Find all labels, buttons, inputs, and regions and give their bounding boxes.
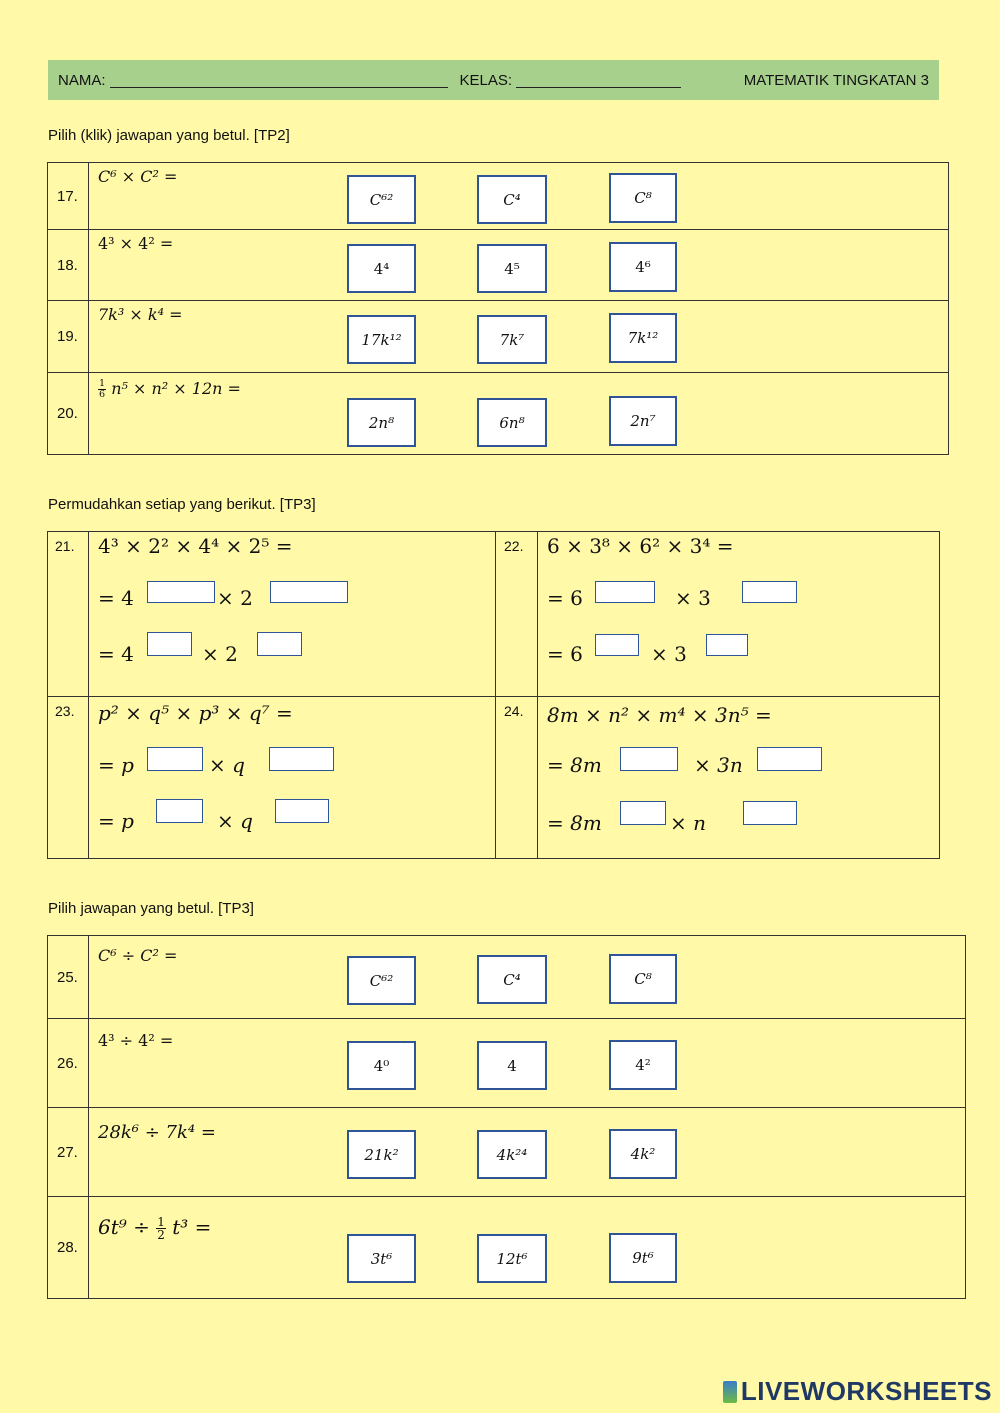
question-cell bbox=[89, 1108, 966, 1197]
question-row bbox=[48, 301, 949, 373]
exponent-input[interactable] bbox=[743, 801, 797, 825]
question-row bbox=[48, 936, 966, 1019]
question-number-cell bbox=[496, 532, 538, 697]
question-cell bbox=[55, 532, 496, 697]
question-row bbox=[48, 532, 940, 697]
nama-line bbox=[110, 73, 448, 88]
answer-option[interactable]: C⁸ bbox=[609, 954, 677, 1004]
question-row bbox=[48, 1019, 966, 1108]
question-expression: 7k³ × k⁴ = bbox=[98, 305, 183, 324]
question-number-cell bbox=[496, 697, 538, 859]
answer-option[interactable]: 4k² bbox=[609, 1129, 677, 1179]
step-base: = p bbox=[98, 809, 134, 833]
question-expression: 28k⁶ ÷ 7k⁴ = bbox=[98, 1122, 216, 1143]
section1-instruction: Pilih (klik) jawapan yang betul. [TP2] bbox=[48, 127, 290, 144]
student-info-bar bbox=[48, 60, 939, 100]
question-cell bbox=[538, 697, 940, 859]
step-base: = 6 bbox=[547, 642, 583, 666]
question-expression: $\frac{1}{6}$ n⁵ × n² × 12n = bbox=[99, 378, 241, 400]
question-row bbox=[48, 697, 940, 859]
answer-option[interactable]: C⁶² bbox=[347, 175, 416, 224]
question-row bbox=[48, 163, 949, 230]
question-row bbox=[48, 1108, 966, 1197]
answer-option[interactable]: 4⁵ bbox=[477, 244, 547, 293]
question-row bbox=[48, 373, 949, 455]
answer-option[interactable]: C⁴ bbox=[477, 955, 547, 1004]
exponent-input[interactable] bbox=[706, 634, 748, 656]
exponent-input[interactable] bbox=[147, 747, 203, 771]
fraction: $\frac{1}{6}$ bbox=[99, 378, 106, 400]
exponent-input[interactable] bbox=[620, 747, 678, 771]
step-base: = 4 bbox=[98, 586, 134, 610]
question-number: 23. bbox=[55, 703, 75, 719]
question-expression: 4³ ÷ 4² = bbox=[98, 1031, 174, 1050]
nama-label: NAMA: bbox=[58, 71, 106, 89]
worksheet-title: MATEMATIK TINGKATAN 3 bbox=[743, 71, 929, 89]
section2-table bbox=[47, 531, 940, 859]
question-number: 21. bbox=[55, 538, 75, 554]
answer-option[interactable]: 4⁰ bbox=[347, 1041, 416, 1090]
answer-option[interactable]: 12t⁶ bbox=[477, 1234, 547, 1283]
step-base: × 2 bbox=[202, 642, 238, 666]
question-expression: p² × q⁵ × p³ × q⁷ = bbox=[98, 701, 293, 725]
question-cell bbox=[89, 373, 949, 455]
kelas-label: KELAS: bbox=[459, 71, 513, 89]
question-expression: 4³ × 4² = bbox=[98, 234, 174, 253]
answer-option[interactable]: 7k⁷ bbox=[477, 315, 547, 364]
question-number: 27. bbox=[48, 1108, 89, 1197]
question-expression: C⁶ ÷ C² = bbox=[98, 946, 178, 965]
question-number-cell bbox=[48, 697, 89, 859]
question-number-cell bbox=[48, 532, 89, 697]
question-number: 20. bbox=[48, 373, 89, 455]
answer-option[interactable]: 17k¹² bbox=[347, 315, 416, 364]
answer-option[interactable]: C⁴ bbox=[477, 175, 547, 224]
question-cell bbox=[55, 697, 496, 859]
question-cell bbox=[89, 936, 966, 1019]
question-number: 19. bbox=[48, 301, 89, 373]
question-row bbox=[48, 1197, 966, 1299]
exponent-input[interactable] bbox=[269, 747, 334, 771]
answer-option[interactable]: 2n⁸ bbox=[347, 398, 416, 447]
answer-option[interactable]: 6n⁸ bbox=[477, 398, 547, 447]
exponent-input[interactable] bbox=[257, 632, 302, 656]
answer-option[interactable]: C⁸ bbox=[609, 173, 677, 223]
step-base: = p bbox=[98, 753, 134, 777]
exponent-input[interactable] bbox=[147, 581, 215, 603]
step-base: × 3n bbox=[694, 753, 743, 777]
question-cell bbox=[538, 532, 940, 697]
step-base: × 3 bbox=[651, 642, 687, 666]
question-expression: 4³ × 2² × 4⁴ × 2⁵ = bbox=[98, 534, 293, 558]
question-cell bbox=[89, 163, 949, 230]
question-cell bbox=[89, 230, 949, 301]
question-row bbox=[48, 230, 949, 301]
question-expression: 8m × n² × m⁴ × 3n⁵ = bbox=[547, 703, 772, 727]
fraction: $\frac{1}{2}$ bbox=[157, 1215, 165, 1242]
step-base: × 3 bbox=[675, 586, 711, 610]
step-base: × 2 bbox=[217, 586, 253, 610]
step-base: = 8m bbox=[547, 811, 602, 835]
section2-instruction: Permudahkan setiap yang berikut. [TP3] bbox=[48, 496, 316, 513]
question-expression: C⁶ × C² = bbox=[98, 167, 178, 186]
section3-table bbox=[47, 935, 966, 1299]
question-number: 17. bbox=[48, 163, 89, 230]
answer-option[interactable]: 2n⁷ bbox=[609, 396, 677, 446]
question-number: 28. bbox=[48, 1197, 89, 1299]
step-base: × n bbox=[670, 811, 706, 835]
step-base: × q bbox=[217, 809, 253, 833]
exponent-input[interactable] bbox=[147, 632, 192, 656]
answer-option[interactable]: 3t⁶ bbox=[347, 1234, 416, 1283]
question-cell bbox=[89, 301, 949, 373]
question-number: 18. bbox=[48, 230, 89, 301]
question-expression: 6t⁹ ÷ $\frac{1}{2}$ t³ = bbox=[98, 1215, 212, 1242]
answer-option[interactable]: 21k² bbox=[347, 1130, 416, 1179]
step-base: = 4 bbox=[98, 642, 134, 666]
answer-option[interactable]: 9t⁶ bbox=[609, 1233, 677, 1283]
answer-option[interactable]: 4k²⁴ bbox=[477, 1130, 547, 1179]
answer-option[interactable]: 4⁴ bbox=[347, 244, 416, 293]
question-number: 26. bbox=[48, 1019, 89, 1108]
section1-table bbox=[47, 162, 949, 455]
section3-instruction: Pilih jawapan yang betul. [TP3] bbox=[48, 900, 254, 917]
exponent-input[interactable] bbox=[156, 799, 203, 823]
answer-option[interactable]: 4⁶ bbox=[609, 242, 677, 292]
exponent-input[interactable] bbox=[595, 634, 639, 656]
exponent-input[interactable] bbox=[742, 581, 797, 603]
exponent-input[interactable] bbox=[595, 581, 655, 603]
exponent-input[interactable] bbox=[275, 799, 329, 823]
answer-option[interactable]: 4² bbox=[609, 1040, 677, 1090]
exponent-input[interactable] bbox=[620, 801, 666, 825]
liveworksheets-mark-icon bbox=[723, 1381, 737, 1403]
question-number: 24. bbox=[504, 703, 524, 719]
step-base: × q bbox=[209, 753, 245, 777]
kelas-line bbox=[516, 73, 681, 88]
step-base: = 8m bbox=[547, 753, 602, 777]
question-number: 22. bbox=[504, 538, 524, 554]
question-cell bbox=[89, 1197, 966, 1299]
step-base: = 6 bbox=[547, 586, 583, 610]
question-cell bbox=[89, 1019, 966, 1108]
exponent-input[interactable] bbox=[757, 747, 822, 771]
liveworksheets-logo[interactable] bbox=[723, 1376, 992, 1407]
answer-option[interactable]: 7k¹² bbox=[609, 313, 677, 363]
question-expression: 6 × 3⁸ × 6² × 3⁴ = bbox=[547, 534, 734, 558]
exponent-input[interactable] bbox=[270, 581, 348, 603]
question-number: 25. bbox=[48, 936, 89, 1019]
logo-text: LIVEWORKSHEETS bbox=[740, 1376, 992, 1406]
answer-option[interactable]: C⁶² bbox=[347, 956, 416, 1005]
answer-option[interactable]: 4 bbox=[477, 1041, 547, 1090]
